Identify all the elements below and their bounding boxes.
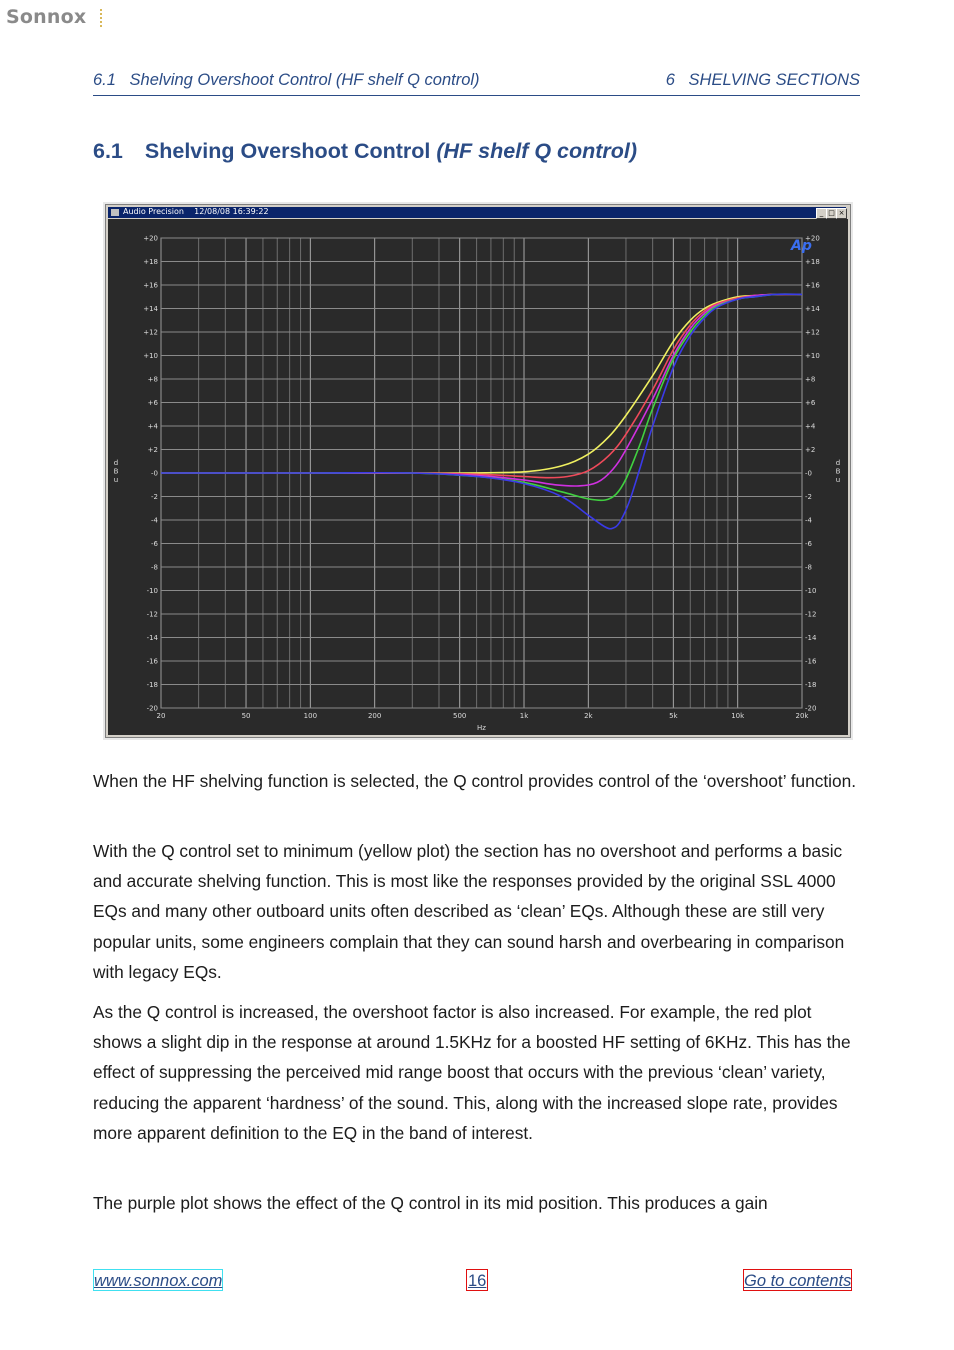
y-tick-label-right: +16 — [805, 281, 820, 290]
running-header-chapter-title: SHELVING SECTIONS — [688, 71, 860, 89]
y-tick-label-left: +10 — [143, 352, 158, 360]
y-tick-label-right: -18 — [805, 681, 817, 689]
y-tick-label-left: +16 — [143, 281, 158, 290]
y-tick-label-right: -16 — [805, 657, 817, 666]
y-tick-label-left: -0 — [151, 469, 158, 478]
paragraph-yellow-plot: With the Q control set to minimum (yellow plot) the section has no overshoot and performs a basic and accurate shelving function. This is most like the responses provided by the original SSL 4000 EQs and many other outboard units often described as ‘clean’ EQs. Although these are still very popular units, some engineers complain that they can sound harsh and overbearing in comparison with legacy EQs. — [93, 841, 845, 982]
y-tick-label-left: -14 — [146, 634, 158, 642]
y-tick-label-left: +20 — [143, 234, 158, 243]
section-heading — [93, 139, 637, 164]
y-tick-label-left: -10 — [146, 587, 158, 595]
running-header-section-number: 6.1 — [93, 71, 116, 89]
y-tick-label-left: +8 — [147, 375, 158, 384]
x-tick-label: 2k — [584, 712, 593, 720]
running-header-left — [93, 71, 480, 90]
website-link[interactable]: www.sonnox.com — [93, 1269, 223, 1291]
paragraph-purple-plot: The purple plot shows the effect of the Q control in its mid position. This produces a gain — [93, 1193, 768, 1213]
window-title: Audio Precision 12/08/08 16:39:22 — [123, 207, 269, 216]
y-tick-label-right: -4 — [805, 516, 812, 525]
x-tick-label: 500 — [453, 712, 467, 720]
paragraph-intro: When the HF shelving function is selected, the Q control provides control of the ‘overshoot’ function. — [93, 771, 857, 791]
y-tick-label-right: -12 — [805, 610, 817, 619]
y-tick-label-right: -0 — [805, 469, 812, 478]
y-tick-label-right: -10 — [805, 587, 817, 595]
y-tick-label-left: -20 — [146, 704, 158, 713]
x-axis-label: Hz — [477, 724, 486, 732]
y-tick-label-left: +18 — [143, 258, 158, 266]
y-tick-label-left: -18 — [146, 681, 158, 689]
y-tick-label-right: -8 — [805, 563, 812, 572]
y-tick-label-right: +8 — [805, 375, 816, 384]
running-header-right — [666, 71, 860, 90]
close-button[interactable]: × — [836, 208, 847, 219]
y-tick-label-left: +12 — [143, 328, 158, 337]
minimize-button[interactable]: _ — [816, 208, 827, 219]
audio-precision-window — [105, 204, 851, 738]
y-tick-label-right: +2 — [805, 446, 816, 454]
y-tick-label-left: +6 — [147, 399, 158, 407]
y-tick-label-right: +12 — [805, 328, 820, 337]
x-tick-label: 1k — [519, 712, 529, 720]
maximize-button[interactable]: □ — [826, 208, 837, 219]
y-tick-label-right: +4 — [805, 422, 816, 431]
paragraph-red-plot: As the Q control is increased, the overshoot factor is also increased. For example, the red plot shows a slight dip in the response at around 1.5KHz for a boosted HF setting of 6KHz. This has the effect of suppressing the perceived mid range boost that occurs with the previous ‘clean’ variety, reducing the apparent ‘hardness’ of the sound. This, along with the increased slope rate, provides more apparent definition to the EQ in the band of interest. — [93, 1002, 851, 1143]
x-tick-label: 20k — [795, 712, 809, 720]
section-number: 6.1 — [93, 139, 123, 163]
y-tick-label-right: +18 — [805, 258, 820, 266]
y-tick-label-left: -16 — [146, 657, 158, 666]
section-subtitle: (HF shelf Q control) — [436, 139, 638, 163]
running-header-chapter-number: 6 — [665, 71, 675, 89]
y-tick-label-left: -6 — [151, 540, 158, 548]
y-tick-label-right: -14 — [805, 634, 817, 642]
go-to-contents-link[interactable]: Go to contents — [743, 1269, 852, 1291]
x-tick-label: 100 — [303, 712, 318, 720]
x-tick-label: 200 — [367, 712, 382, 720]
running-header — [93, 71, 860, 96]
sonnox-logo: Sonnox — [6, 6, 87, 28]
y-tick-label-left: -12 — [146, 610, 158, 619]
y-axis-label-left: d B u — [113, 459, 119, 484]
x-tick-label: 5k — [669, 712, 678, 720]
page-number-link[interactable]: 16 — [466, 1269, 488, 1291]
y-axis-label-right: d B u — [835, 459, 841, 484]
y-tick-label-left: -4 — [151, 516, 158, 525]
y-tick-label-left: +2 — [147, 446, 158, 454]
y-tick-label-right: +6 — [805, 399, 816, 407]
y-tick-label-left: -2 — [151, 493, 158, 501]
y-tick-label-right: +20 — [805, 234, 820, 243]
running-header-section-title: Shelving Overshoot Control (HF shelf Q control) — [129, 71, 480, 89]
y-tick-label-right: -20 — [805, 704, 817, 713]
app-icon — [111, 209, 119, 216]
y-tick-label-left: +4 — [147, 422, 158, 431]
y-tick-label-right: -2 — [805, 493, 812, 501]
y-tick-label-right: +10 — [805, 352, 820, 360]
y-tick-label-right: +14 — [805, 305, 820, 313]
x-tick-label: 50 — [241, 712, 251, 720]
y-tick-label-left: -8 — [151, 563, 158, 572]
x-tick-label: 20 — [156, 712, 166, 720]
ap-logo: Ap — [791, 238, 812, 254]
y-tick-label-right: -6 — [805, 540, 812, 548]
x-tick-label: 10k — [731, 712, 745, 720]
y-tick-label-left: +14 — [143, 305, 158, 313]
logo-accent-icon — [100, 9, 104, 27]
frequency-response-chart — [108, 219, 848, 735]
section-title: Shelving Overshoot Control — [144, 139, 431, 163]
window-titlebar — [108, 207, 846, 218]
